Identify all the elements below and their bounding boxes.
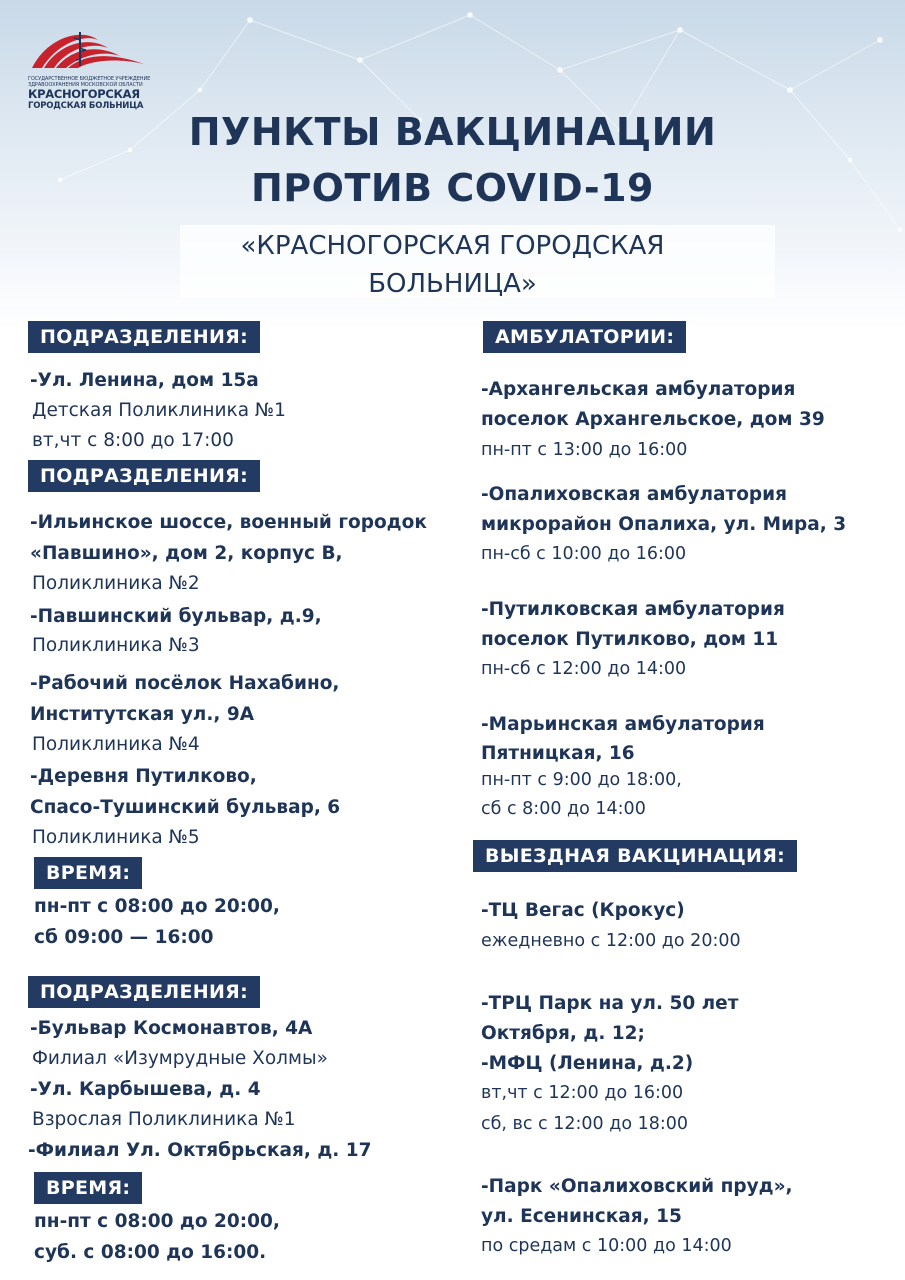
clinic-name: Взрослая Поликлиника №1 bbox=[32, 1109, 296, 1130]
hospital-logo bbox=[28, 28, 158, 111]
clinic-name: Поликлиника №3 bbox=[32, 635, 200, 656]
address-line: «Павшино», дом 2, корпус В, bbox=[30, 543, 343, 564]
address-line: -Ильинское шоссе, военный городок bbox=[30, 512, 427, 533]
schedule-line: сб 09:00 — 16:00 bbox=[34, 927, 214, 948]
address-line: Пятницкая, 16 bbox=[481, 743, 635, 764]
schedule-line: ежедневно с 12:00 до 20:00 bbox=[481, 931, 741, 951]
schedule-line: по средам с 10:00 до 14:00 bbox=[481, 1236, 732, 1256]
schedule-line: пн-сб с 12:00 до 14:00 bbox=[481, 659, 687, 679]
clinic-name: Детская Поликлиника №1 bbox=[32, 400, 286, 421]
schedule-line: пн-пт с 08:00 до 20:00, bbox=[34, 1211, 280, 1232]
clinic-name: Филиал «Изумрудные Холмы» bbox=[32, 1048, 328, 1069]
address-line: Спасо-Тушинский бульвар, 6 bbox=[30, 797, 341, 818]
page-subtitle-line1: «КРАСНОГОРСКАЯ ГОРОДСКАЯ bbox=[240, 231, 665, 261]
schedule-line: пн-пт с 08:00 до 20:00, bbox=[34, 896, 280, 917]
schedule-line: сб, вс с 12:00 до 18:00 bbox=[481, 1114, 689, 1134]
address-line: поселок Архангельское, дом 39 bbox=[481, 409, 825, 430]
address-line: поселок Путилково, дом 11 bbox=[481, 629, 779, 650]
address-line: -Филиал Ул. Октябрьская, д. 17 bbox=[28, 1140, 372, 1161]
section-header-time-2: ВРЕМЯ: bbox=[34, 1172, 142, 1204]
ambulatory-name: -Путилковская амбулатория bbox=[481, 599, 785, 620]
schedule-line: сб с 8:00 до 14:00 bbox=[481, 799, 646, 819]
clinic-name: Поликлиника №4 bbox=[32, 734, 200, 755]
address-line: -Бульвар Космонавтов, 4А bbox=[30, 1018, 313, 1039]
logo-name-line1: КРАСНОГОРСКАЯ bbox=[28, 87, 140, 101]
schedule-line: пн-сб с 10:00 до 16:00 bbox=[481, 544, 687, 564]
schedule-line: суб. с 08:00 до 16:00. bbox=[34, 1242, 267, 1263]
location-name: -ТЦ Вегас (Крокус) bbox=[481, 900, 685, 921]
location-name: -ТРЦ Парк на ул. 50 лет bbox=[481, 993, 739, 1014]
address-line: Октября, д. 12; bbox=[481, 1023, 645, 1044]
section-header-subdivisions-1: ПОДРАЗДЕЛЕНИЯ: bbox=[28, 321, 260, 353]
page-subtitle-line2: БОЛЬНИЦА» bbox=[368, 269, 537, 299]
page-title-line1: ПУНКТЫ ВАКЦИНАЦИИ bbox=[188, 110, 717, 154]
logo-org-text: ГОСУДАРСТВЕННОЕ БЮДЖЕТНОЕ УЧРЕЖДЕНИЕ ЗДРАВООХРАНЕНИЯ МОСКОВСКОЙ ОБЛАСТИ bbox=[28, 76, 151, 88]
ambulatory-name: -Опалиховская амбулатория bbox=[481, 484, 787, 505]
logo-emblem-icon bbox=[28, 28, 153, 70]
location-name: -МФЦ (Ленина, д.2) bbox=[481, 1053, 694, 1074]
address-line: -Ул. Карбышева, д. 4 bbox=[30, 1079, 261, 1100]
page-title-line2: ПРОТИВ COVID-19 bbox=[251, 166, 654, 210]
clinic-name: Поликлиника №5 bbox=[32, 827, 200, 848]
clinic-name: Поликлиника №2 bbox=[32, 573, 200, 594]
address-line: Институтская ул., 9А bbox=[30, 704, 255, 725]
schedule-line: пн-пт с 9:00 до 18:00, bbox=[481, 770, 682, 790]
section-header-time-1: ВРЕМЯ: bbox=[34, 857, 142, 889]
logo-name-line2: ГОРОДСКАЯ БОЛЬНИЦА bbox=[28, 101, 144, 111]
address-line: -Ул. Ленина, дом 15а bbox=[30, 370, 259, 391]
section-header-subdivisions-3: ПОДРАЗДЕЛЕНИЯ: bbox=[28, 976, 260, 1008]
address-line: микрорайон Опалиха, ул. Мира, 3 bbox=[481, 514, 847, 535]
schedule-line: пн-пт с 13:00 до 16:00 bbox=[481, 440, 688, 460]
location-name: -Парк «Опалиховский пруд», bbox=[481, 1176, 793, 1197]
ambulatory-name: -Марьинская амбулатория bbox=[481, 714, 765, 735]
address-line: -Павшинский бульвар, д.9, bbox=[30, 606, 322, 627]
schedule-line: вт,чт с 8:00 до 17:00 bbox=[32, 430, 234, 451]
address-line: ул. Есенинская, 15 bbox=[481, 1206, 682, 1227]
section-header-ambulatories: АМБУЛАТОРИИ: bbox=[483, 321, 686, 353]
section-header-subdivisions-2: ПОДРАЗДЕЛЕНИЯ: bbox=[28, 460, 260, 492]
section-header-mobile-vaccination: ВЫЕЗДНАЯ ВАКЦИНАЦИЯ: bbox=[473, 840, 797, 872]
schedule-line: вт,чт с 12:00 до 16:00 bbox=[481, 1083, 684, 1103]
address-line: -Рабочий посёлок Нахабино, bbox=[30, 673, 340, 694]
ambulatory-name: -Архангельская амбулатория bbox=[481, 379, 796, 400]
address-line: -Деревня Путилково, bbox=[30, 766, 257, 787]
